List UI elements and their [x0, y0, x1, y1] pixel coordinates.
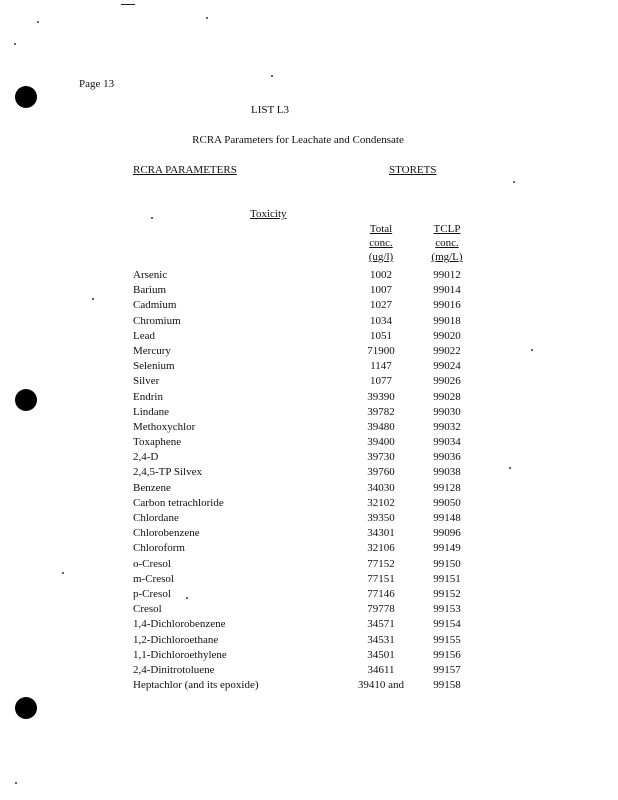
- column-header-tclp-line: TCLP: [433, 223, 461, 235]
- parameter-name: Chlordane: [133, 512, 179, 524]
- table-row: [0, 391, 618, 406]
- parameter-name: o-Cresol: [133, 557, 171, 570]
- parameter-name: 1,2-Dichloroethane: [133, 633, 219, 646]
- tclp-conc-storet: 99050: [433, 496, 461, 509]
- punch-hole-bottom: [15, 697, 37, 719]
- table-row: [0, 558, 618, 573]
- tclp-conc-storet: 99152: [433, 587, 461, 600]
- parameter-name: Cresol: [133, 603, 162, 616]
- scan-speck: [14, 43, 16, 45]
- table-row: [0, 497, 618, 512]
- parameter-name: Cadmium: [133, 299, 177, 312]
- scan-speck: [206, 17, 208, 19]
- table-row: [0, 573, 618, 588]
- tclp-conc-storet: 99022: [433, 344, 461, 357]
- tclp-conc-storet: 99036: [433, 451, 461, 464]
- parameter-name: Carbon tetrachloride: [133, 496, 224, 509]
- total-conc-storet: 39480: [367, 420, 395, 433]
- parameter-name: Chromium: [133, 314, 181, 327]
- total-conc-storet: 34531: [367, 633, 395, 646]
- scan-speck: [15, 782, 17, 784]
- total-conc-storet: 32106: [367, 542, 395, 555]
- table-row: [0, 330, 618, 345]
- table-row: [0, 269, 618, 284]
- tclp-conc-storet: 99155: [433, 633, 461, 646]
- total-conc-storet: 39782: [367, 405, 395, 418]
- column-header-tclp: [424, 222, 470, 264]
- scan-speck: [151, 217, 153, 219]
- column-header-total-line: (ug/l): [368, 251, 394, 263]
- total-conc-storet: 77151: [367, 572, 395, 585]
- parameter-name: Lead: [133, 329, 155, 342]
- tclp-conc-storet: 99012: [433, 269, 461, 281]
- total-conc-storet: 39410 and: [357, 679, 405, 692]
- table-row: [0, 345, 618, 360]
- table-row: [0, 299, 618, 314]
- table-row: [0, 542, 618, 557]
- table-row: [0, 360, 618, 375]
- column-header-tclp-line: conc.: [435, 237, 459, 249]
- table-row: [0, 679, 618, 694]
- total-conc-storet: 1034: [370, 314, 392, 327]
- parameter-name: 1,4-Dichlorobenzene: [133, 618, 226, 631]
- section-heading-toxicity: Toxicity: [250, 208, 287, 220]
- table-row: [0, 482, 618, 497]
- total-conc-storet: 1147: [370, 360, 392, 373]
- parameter-name: Silver: [133, 375, 160, 388]
- table-row: [0, 375, 618, 390]
- scan-mark: [121, 4, 135, 5]
- scan-speck: [271, 75, 273, 77]
- tclp-conc-storet: 99151: [433, 572, 461, 585]
- tclp-conc-storet: 99018: [433, 314, 461, 327]
- tclp-conc-storet: 99154: [433, 618, 461, 631]
- total-conc-storet: 1077: [370, 375, 392, 388]
- tclp-conc-storet: 99028: [433, 390, 461, 403]
- table-row: [0, 649, 618, 664]
- total-conc-storet: 34571: [367, 618, 395, 631]
- tclp-conc-storet: 99150: [433, 557, 461, 570]
- table-row: [0, 618, 618, 633]
- tclp-conc-storet: 99026: [433, 375, 461, 388]
- tclp-conc-storet: 99149: [433, 542, 461, 555]
- tclp-conc-storet: 99128: [433, 481, 461, 494]
- parameter-name: p-Cresol: [133, 587, 171, 600]
- table-row: [0, 588, 618, 603]
- column-header-tclp-line: (mg/L): [431, 251, 463, 263]
- tclp-conc-storet: 99153: [433, 603, 461, 616]
- tclp-conc-storet: 99020: [433, 329, 461, 342]
- tclp-conc-storet: 99158: [433, 679, 461, 692]
- tclp-conc-storet: 99034: [433, 436, 461, 449]
- page-number: Page 13: [79, 78, 115, 90]
- total-conc-storet: 39760: [367, 466, 395, 479]
- parameter-name: 2,4-Dinitrotoluene: [133, 663, 215, 676]
- parameter-name: Barium: [133, 284, 166, 297]
- parameter-name: 1,1-Dichloroethylene: [133, 648, 227, 661]
- parameter-name: Toxaphene: [133, 436, 182, 449]
- table-row: [0, 406, 618, 421]
- table-row: [0, 527, 618, 542]
- total-conc-storet: 77152: [367, 557, 395, 570]
- total-conc-storet: 39730: [367, 451, 395, 464]
- parameter-name: Methoxychlor: [133, 420, 196, 433]
- tclp-conc-storet: 99016: [433, 299, 461, 312]
- parameter-name: m-Cresol: [133, 572, 174, 585]
- column-header-total-line: conc.: [369, 237, 393, 249]
- list-title: LIST L3: [251, 104, 289, 116]
- total-conc-storet: 39350: [367, 512, 395, 524]
- scan-speck: [513, 181, 515, 183]
- scan-speck: [37, 21, 39, 23]
- tclp-conc-storet: 99014: [433, 284, 461, 297]
- total-conc-storet: 34501: [367, 648, 395, 661]
- total-conc-storet: 1007: [370, 284, 392, 297]
- total-conc-storet: 79778: [367, 603, 395, 616]
- parameter-name: Endrin: [133, 390, 163, 403]
- tclp-conc-storet: 99148: [433, 512, 461, 524]
- table-row: [0, 315, 618, 330]
- tclp-conc-storet: 99157: [433, 663, 461, 676]
- total-conc-storet: 34301: [367, 527, 395, 540]
- parameter-name: Chlorobenzene: [133, 527, 200, 540]
- parameter-name: Benzene: [133, 481, 171, 494]
- total-conc-storet: 77146: [367, 587, 395, 600]
- tclp-conc-storet: 99156: [433, 648, 461, 661]
- table-row: [0, 512, 618, 527]
- total-conc-storet: 34030: [367, 481, 395, 494]
- storets-header: STORETS: [389, 164, 437, 176]
- table-row: [0, 664, 618, 679]
- total-conc-storet: 39390: [367, 390, 395, 403]
- total-conc-storet: 32102: [367, 496, 395, 509]
- table-row: [0, 436, 618, 451]
- parameter-name: Mercury: [133, 344, 171, 357]
- table-row: [0, 451, 618, 466]
- parameter-name: Arsenic: [133, 269, 168, 281]
- parameter-name: Selenium: [133, 360, 175, 373]
- total-conc-storet: 1002: [370, 269, 392, 281]
- column-header-total: [358, 222, 404, 264]
- parameter-name: 2,4-D: [133, 451, 159, 464]
- document-subtitle: RCRA Parameters for Leachate and Condensate: [192, 134, 404, 146]
- tclp-conc-storet: 99030: [433, 405, 461, 418]
- total-conc-storet: 1027: [370, 299, 392, 312]
- parameter-name: Lindane: [133, 405, 170, 418]
- tclp-conc-storet: 99038: [433, 466, 461, 479]
- parameter-name: Chloroform: [133, 542, 185, 555]
- tclp-conc-storet: 99024: [433, 360, 461, 373]
- total-conc-storet: 34611: [367, 663, 395, 676]
- parameter-table: [0, 269, 618, 694]
- table-row: [0, 603, 618, 618]
- tclp-conc-storet: 99032: [433, 420, 461, 433]
- tclp-conc-storet: 99096: [433, 527, 461, 540]
- rcra-parameters-header: RCRA PARAMETERS: [133, 164, 237, 176]
- total-conc-storet: 39400: [367, 436, 395, 449]
- parameter-name: 2,4,5-TP Silvex: [133, 466, 202, 479]
- total-conc-storet: 1051: [370, 329, 392, 342]
- column-header-total-line: Total: [369, 223, 393, 235]
- table-row: [0, 466, 618, 481]
- table-row: [0, 421, 618, 436]
- total-conc-storet: 71900: [367, 344, 395, 357]
- parameter-name: Heptachlor (and its epoxide): [133, 679, 259, 692]
- table-row: [0, 284, 618, 299]
- table-row: [0, 634, 618, 649]
